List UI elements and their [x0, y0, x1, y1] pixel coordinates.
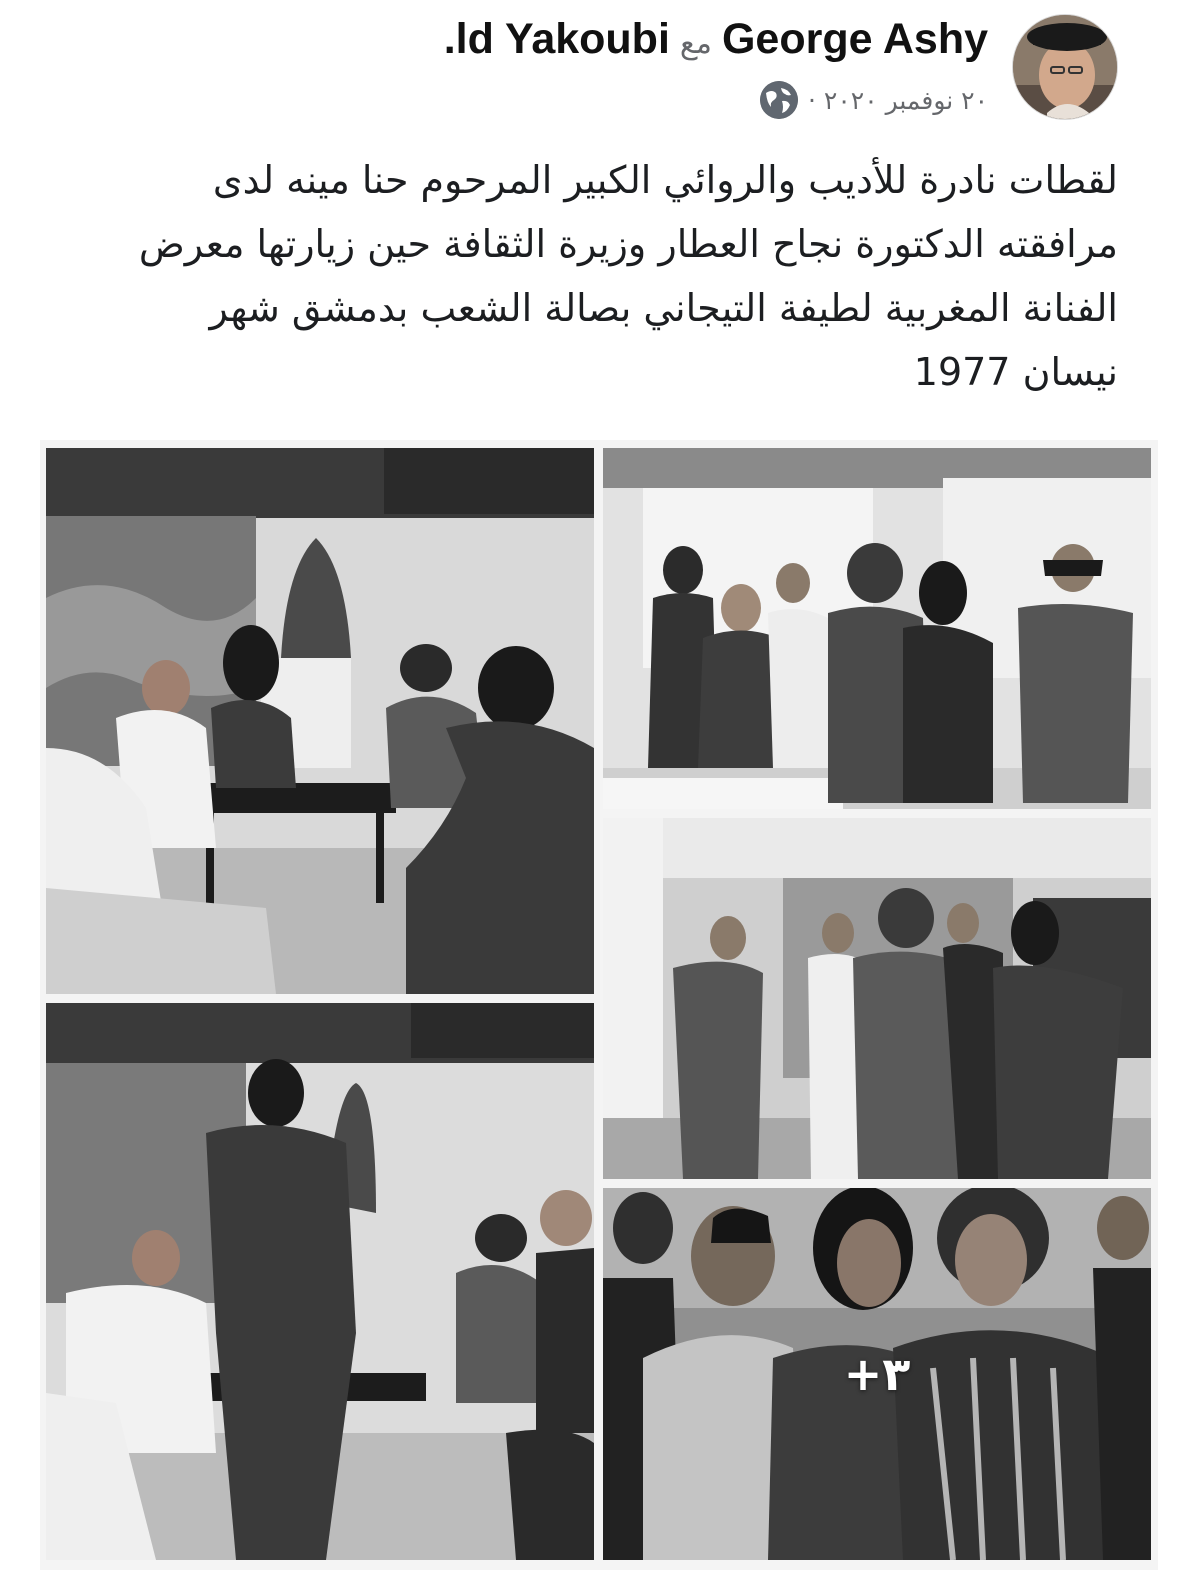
- author-name-link[interactable]: George Ashy: [721, 15, 988, 63]
- with-label: مع: [679, 26, 712, 61]
- post-meta: [760, 80, 988, 120]
- meta-separator: ·: [807, 85, 816, 115]
- post-date-link[interactable]: ٢٠ نوفمبر ٢٠٢٠: [823, 85, 988, 115]
- gallery-photo-4[interactable]: [603, 818, 1151, 1179]
- tagged-user-link[interactable]: .ld Yakoubi: [443, 15, 670, 63]
- more-photos-count: +٣: [843, 1347, 911, 1401]
- globe-icon[interactable]: [760, 81, 798, 119]
- author-avatar[interactable]: [1012, 14, 1118, 120]
- gallery-photo-5[interactable]: [603, 1188, 1151, 1560]
- post-body-text: لقطات نادرة للأديب والروائي الكبير المرحوم حنا مينه لدى مرافقته الدكتورة نجاح العطار وزيرة الثقافة حين زيارتها معرض الفنانة المغربية لطيفة التيجاني بصالة الشعب بدمشق شهر نيسان 1977: [138, 158, 1118, 394]
- gallery-photo-3[interactable]: [46, 1003, 594, 1560]
- post-header-names: [444, 14, 988, 69]
- gallery-photo-2[interactable]: [603, 448, 1151, 809]
- more-photos-overlay[interactable]: [603, 1188, 1151, 1560]
- gallery-photo-1[interactable]: [46, 448, 594, 994]
